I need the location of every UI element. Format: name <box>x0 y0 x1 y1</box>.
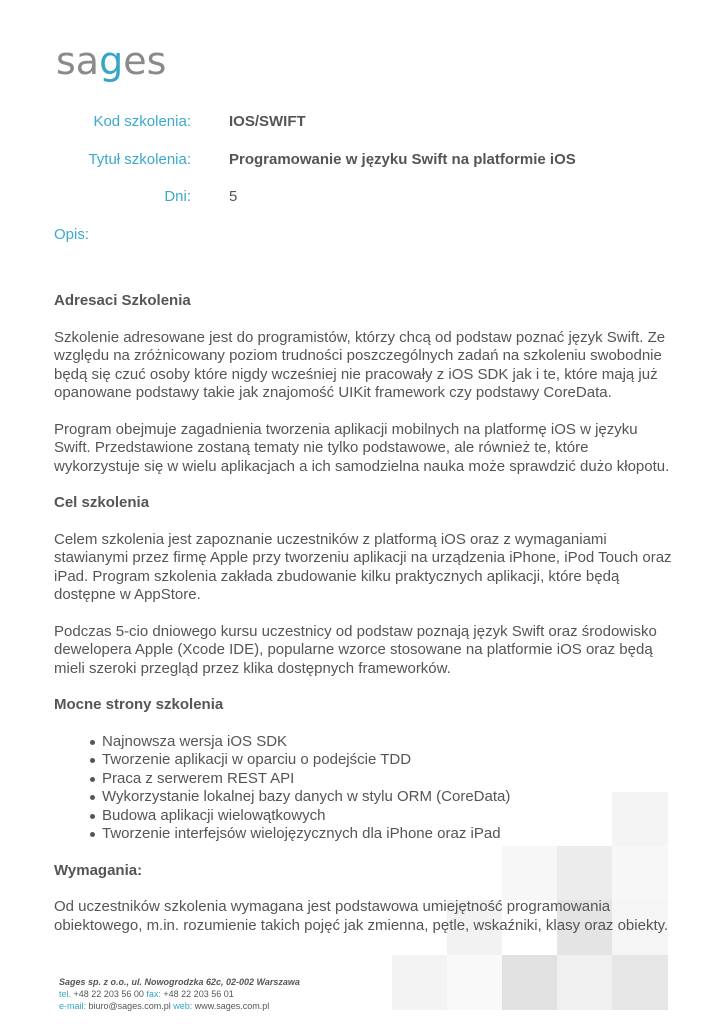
decor-square <box>502 955 557 1010</box>
description-label: Opis: <box>54 226 90 243</box>
list-item: Wykorzystanie lokalnej bazy danych w stylu ORM (CoreData) <box>102 788 674 807</box>
course-days-value: 5 <box>229 188 238 205</box>
logo-text-accent: g <box>99 39 124 83</box>
footer-company: Sages sp. z o.o., ul. Nowogrodzka 62c, 02-002 Warszawa <box>59 977 300 987</box>
course-title-label: Tytuł szkolenia: <box>88 151 191 168</box>
sages-logo <box>56 40 171 82</box>
list-item: Najnowsza wersja iOS SDK <box>102 733 674 752</box>
decor-square <box>557 955 612 1010</box>
footer-tel: +48 22 203 56 00 <box>73 989 144 999</box>
list-item: Praca z serwerem REST API <box>102 770 674 789</box>
logo-text-part2: es <box>123 39 167 83</box>
company-footer <box>59 976 300 1012</box>
list-item: Tworzenie aplikacji w oparciu o podejście TDD <box>102 751 674 770</box>
goal-paragraph-1: Celem szkolenia jest zapoznanie uczestników z platformą iOS oraz z wymaganiami stawianymi przez firmę Apple przy tworzeniu aplikacji na urządzenia iPhone, iPod Touch oraz iPad. Program szkolenia zakłada zbudowanie kilku praktycznych aplikacji, które będą dostępne w AppStore. <box>54 530 672 603</box>
section-heading-strengths: Mocne strony szkolenia <box>54 696 224 713</box>
strengths-list <box>54 733 674 844</box>
footer-web[interactable]: www.sages.com.pl <box>194 1001 270 1011</box>
section-heading-requirements: Wymagania: <box>54 861 143 879</box>
audience-paragraph-1: Szkolenie adresowane jest do programistów, którzy chcą od podstaw poznać język Swift. Ze względu na zróżnicowany poziom trudności poszczególnych zadań na szkoleniu swobodnie będą się czuć osoby które nigdy wcześniej nie pracowały z iOS SDK jak i te, które mają już opanowane podstawy takie jak znajomość UIKit framework czy podstawy CoreData. <box>54 328 666 401</box>
footer-contact-line <box>59 1000 300 1012</box>
footer-tel-label: tel. <box>59 989 72 999</box>
logo-text-part1: sa <box>56 39 100 83</box>
course-code-value: IOS/SWIFT <box>229 113 306 130</box>
footer-email[interactable]: biuro@sages.com.pl <box>88 1001 171 1011</box>
section-heading-goal: Cel szkolenia <box>54 494 150 511</box>
decor-square <box>447 955 502 1010</box>
audience-paragraph-2: Program obejmuje zagadnienia tworzenia aplikacji mobilnych na platformę iOS w języku Swift. Przedstawione zostaną tematy nie tylko podstawowe, ale również te, które wykorzystuje się w wielu aplikacjach a ich samodzielna nauka może sprawdzić dużo kłopotu. <box>54 420 670 475</box>
footer-email-label: e-mail: <box>59 1001 87 1011</box>
footer-fax-label: fax: <box>146 989 161 999</box>
course-days-label: Dni: <box>164 188 191 205</box>
decor-square <box>612 955 668 1010</box>
course-code-label: Kod szkolenia: <box>93 113 191 130</box>
section-heading-audience: Adresaci Szkolenia <box>54 292 191 309</box>
course-title-value: Programowanie w języku Swift na platformie iOS <box>229 151 576 168</box>
requirements-paragraph: Od uczestników szkolenia wymagana jest podstawowa umiejętność programowania obiektowego, m.in. rozumienie takich pojęć jak zmienna, pętle, wskaźniki, klasy oraz obiekty. <box>54 898 669 934</box>
footer-fax: +48 22 203 56 01 <box>163 989 234 999</box>
footer-phone-line <box>59 988 300 1000</box>
goal-paragraph-2: Podczas 5-cio dniowego kursu uczestnicy od podstaw poznają język Swift oraz środowisko dewelopera Apple (Xcode IDE), popularne wzorce stosowane na platformie iOS oraz będą mieli szeroki przegląd przez klika dostępnych frameworków. <box>54 622 657 677</box>
decor-square <box>392 955 447 1010</box>
footer-web-label: web: <box>173 1001 193 1011</box>
course-description <box>54 292 674 953</box>
list-item: Tworzenie interfejsów wielojęzycznych dla iPhone oraz iPad <box>102 825 674 844</box>
list-item: Budowa aplikacji wielowątkowych <box>102 807 674 826</box>
